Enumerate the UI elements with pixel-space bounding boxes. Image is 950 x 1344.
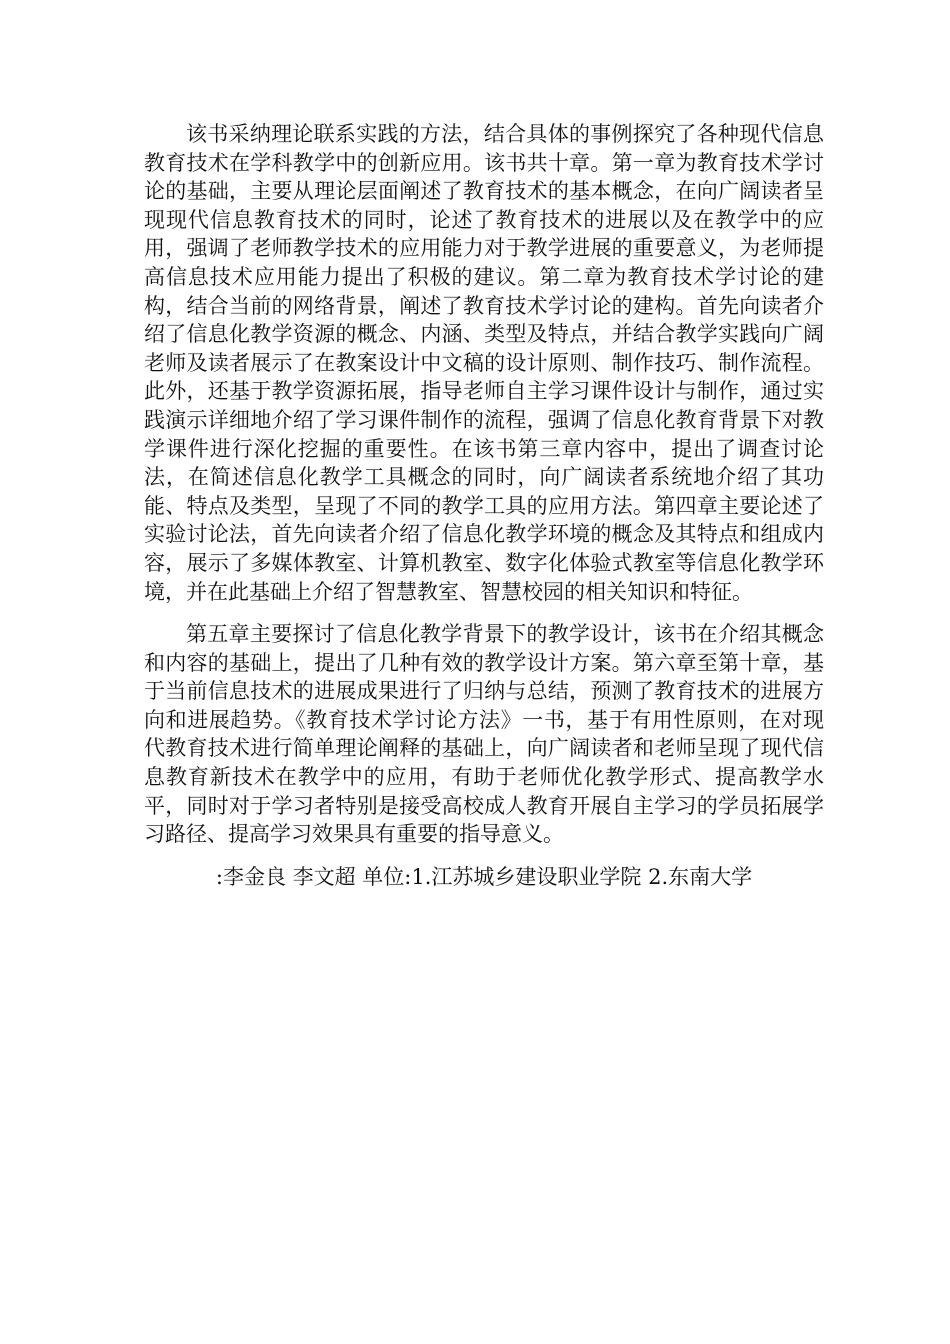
- document-body: [144, 120, 824, 891]
- paragraph-2: 第五章主要探讨了信息化教学背景下的教学设计，该书在介绍其概念和内容的基础上，提出了几种有效的教学设计方案。第六章至第十章，基于当前信息技术的进展成果进行了归纳与总结，预测了教育技术的进展方向和进展趋势。《教育技术学讨论方法》一书，基于有用性原则，在对现代教育技术进行简单理论阐释的基础上，向广阔读者和老师呈现了现代信息教育新技术在教学中的应用，有助于老师优化教学形式、提高教学水平，同时对于学习者特别是接受高校成人教育开展自主学习的学员拓展学习路径、提高学习效果具有重要的指导意义。: [144, 622, 824, 847]
- paragraph-1: 该书采纳理论联系实践的方法，结合具体的事例探究了各种现代信息教育技术在学科教学中的创新应用。该书共十章。第一章为教育技术学讨论的基础，主要从理论层面阐述了教育技术的基本概念，在向广阔读者呈现现代信息教育技术的同时，论述了教育技术的进展以及在教学中的应用，强调了老师教学技术的应用能力对于教学进展的重要意义，为老师提高信息技术应用能力提出了积极的建议。第二章为教育技术学讨论的建构，结合当前的网络背景，阐述了教育技术学讨论的建构。首先向读者介绍了信息化教学资源的概念、内涵、类型及特点，并结合教学实践向广阔老师及读者展示了在教案设计中文稿的设计原则、制作技巧、制作流程。此外，还基于教学资源拓展，指导老师自主学习课件设计与制作，通过实践演示详细地介绍了学习课件制作的流程，强调了信息化教育背景下对教学课件进行深化挖掘的重要性。在该书第三章内容中，提出了调查讨论法，在简述信息化教学工具概念的同时，向广阔读者系统地介绍了其功能、特点及类型，呈现了不同的教学工具的应用方法。第四章主要论述了实验讨论法，首先向读者介绍了信息化教学环境的概念及其特点和组成内容，展示了多媒体教室、计算机教室、数字化体验式教室等信息化教学环境，并在此基础上介绍了智慧教室、智慧校园的相关知识和特征。: [144, 122, 824, 604]
- author-affiliation-line: :李金良 李文超 单位:1.江苏城乡建设职业学院 2.东南大学: [215, 864, 753, 889]
